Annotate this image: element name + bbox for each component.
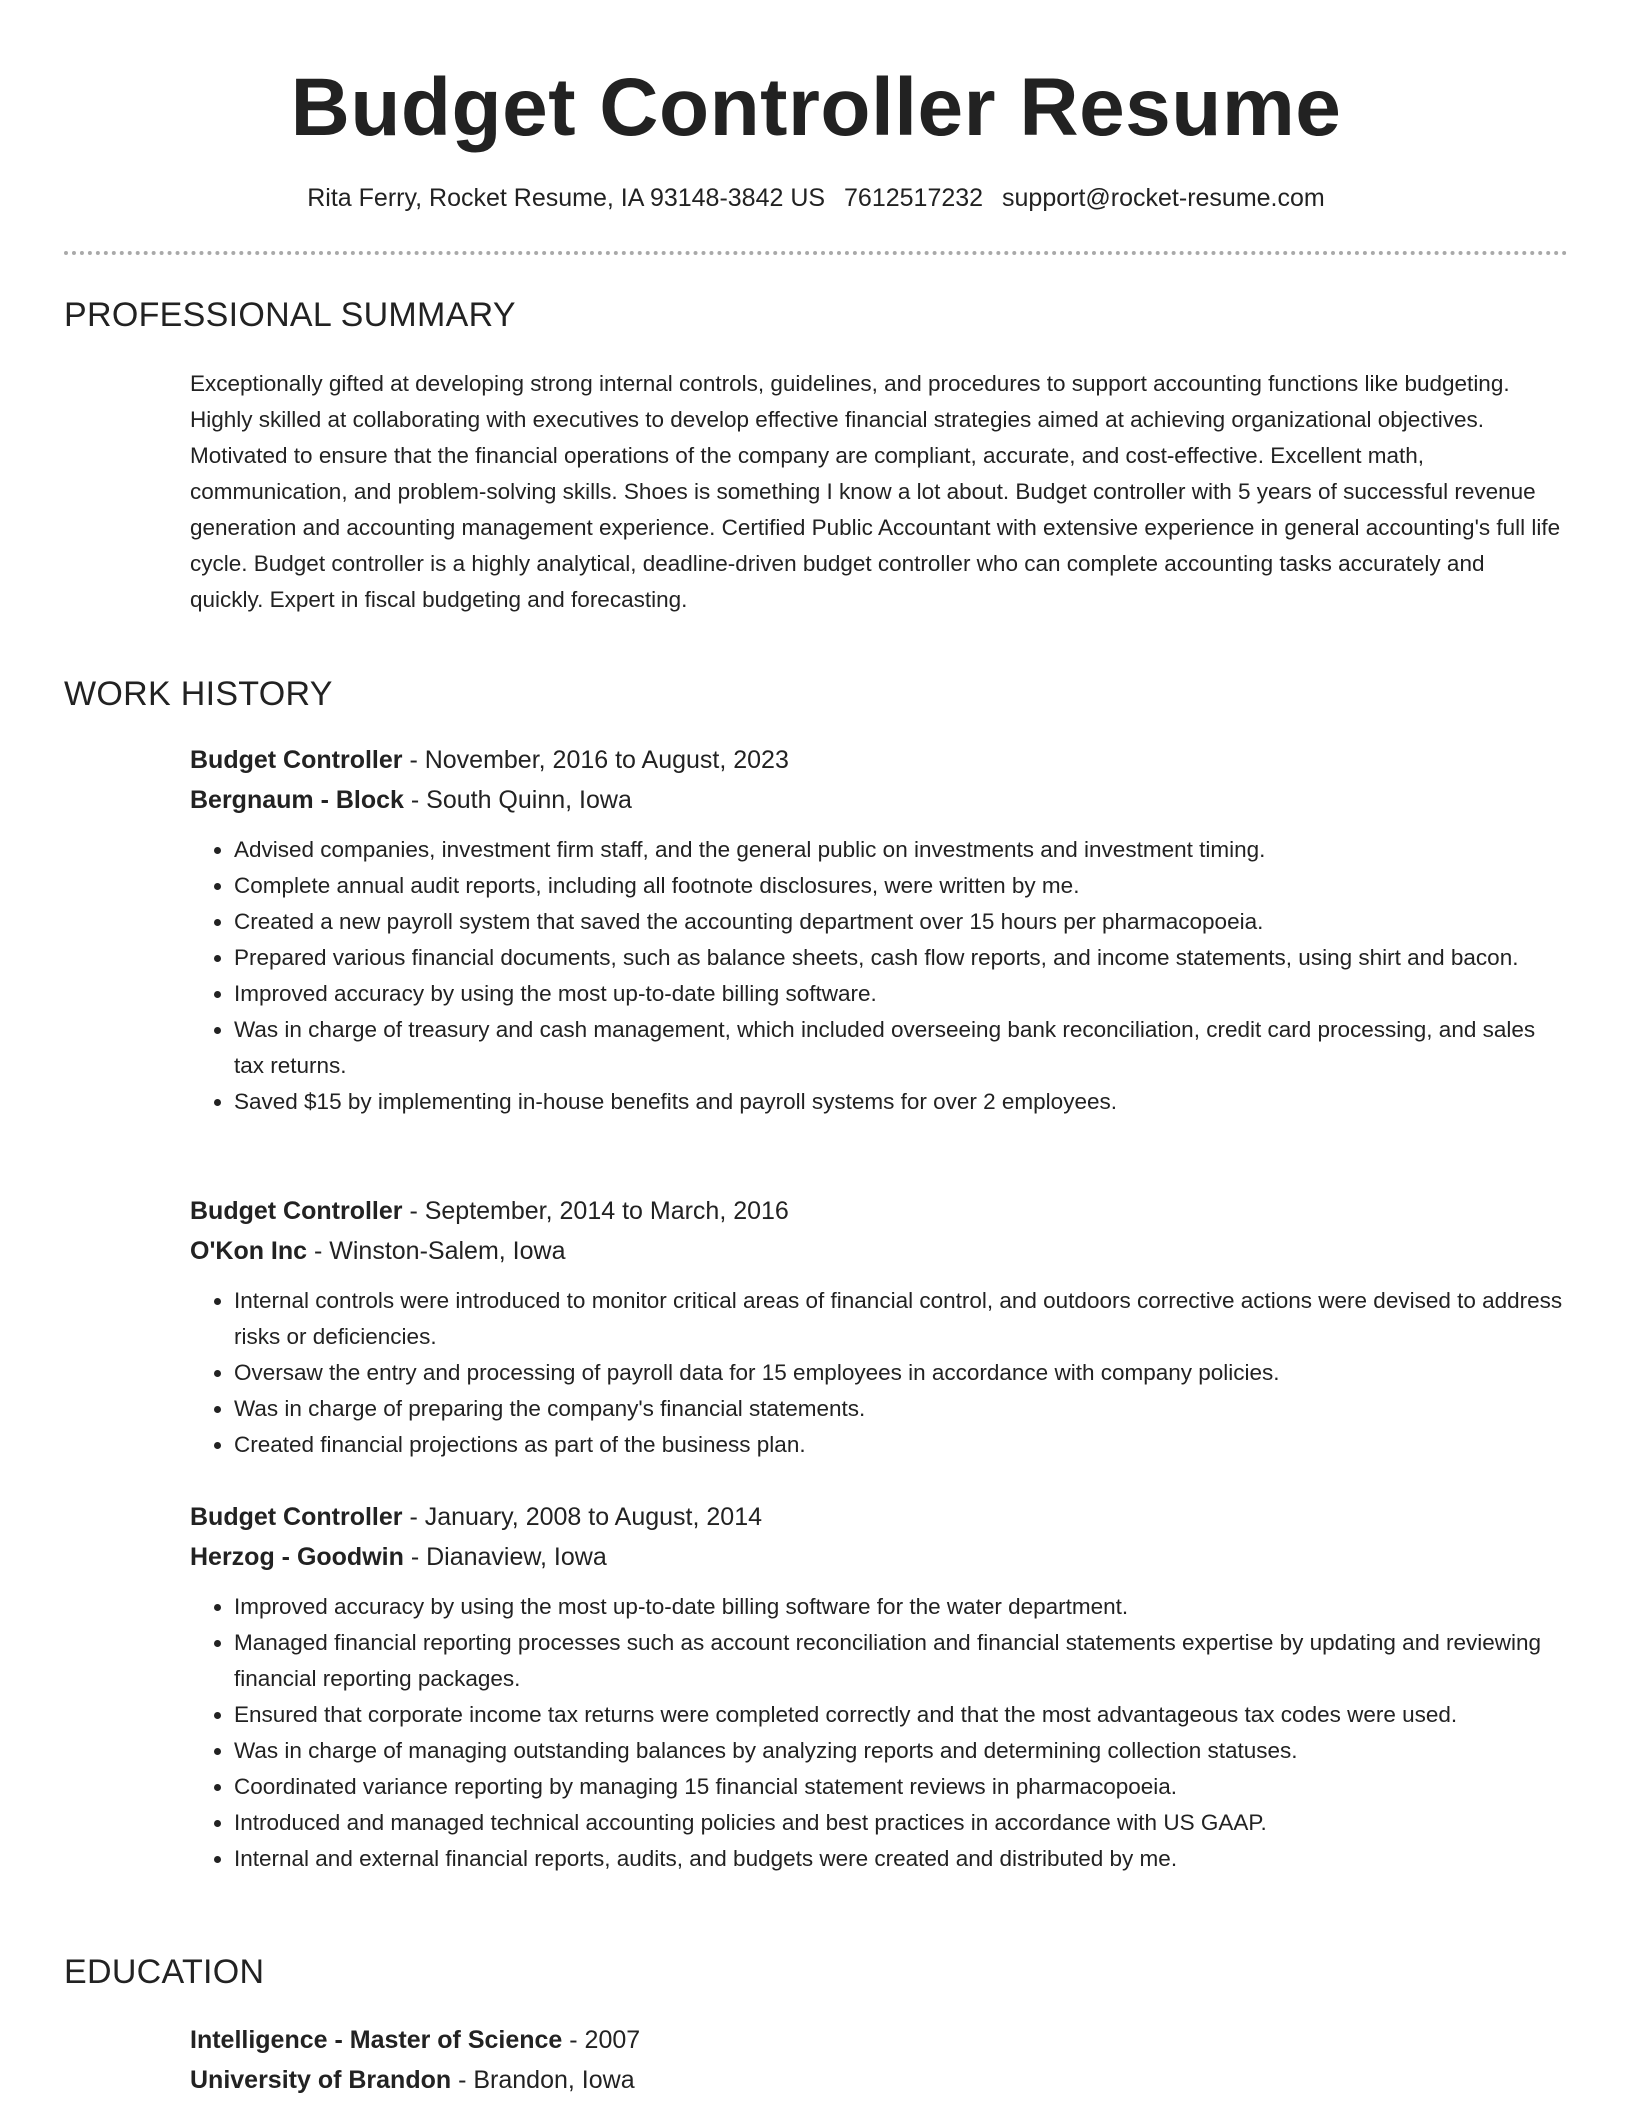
job-dates: - September, 2014 to March, 2016 [402, 1197, 789, 1225]
contact-line [0, 182, 1632, 214]
school-name: University of Brandon [190, 2066, 452, 2094]
degree: Intelligence - Master of Science [190, 2026, 563, 2054]
job-bullet: • Internal controls were introduced to monitor critical areas of financial control, and outdoors corrective actions were devised to address risks or deficiencies. [234, 1283, 1564, 1355]
job-bullet: • Coordinated variance reporting by managing 15 financial statement reviews in pharmacopoeia. [234, 1769, 1564, 1805]
job-location: - Dianaview, Iowa [403, 1543, 607, 1571]
job-bullet: • Was in charge of treasury and cash management, which included overseeing bank reconciliation, credit card processing, and sales tax returns. [234, 1012, 1564, 1084]
job-company-line [190, 1231, 1564, 1271]
job-bullet: • Advised companies, investment firm staff, and the general public on investments and investment timing. [234, 832, 1564, 868]
school-location: - Brandon, Iowa [451, 2066, 635, 2094]
job-entry [190, 1191, 1564, 1463]
job-company: O'Kon Inc [190, 1237, 308, 1265]
job-bullet: • Internal and external financial reports, audits, and budgets were created and distributed by me. [234, 1841, 1564, 1877]
resume-title: Budget Controller Resume [290, 62, 1342, 153]
job-title: Budget Controller [190, 746, 403, 774]
summary-text: Exceptionally gifted at developing strong internal controls, guidelines, and procedures to support accounting functions like budgeting. Highly skilled at collaborating with executives to develop effective financial strategies aimed at achieving organizational objectives. Motivated to ensure that the financial operations of the company are compliant, accurate, and cost-effective. Excellent math, communication, and problem-solving skills. Shoes is something I know a lot about. Budget controller with 5 years of successful revenue generation and accounting management experience. Certified Public Accountant with extensive experience in general accounting's full life cycle. Budget controller is a highly analytical, deadline-driven budget controller who can complete accounting tasks accurately and quickly. Expert in fiscal budgeting and forecasting. [190, 371, 1561, 612]
job-dates: - January, 2008 to August, 2014 [402, 1503, 763, 1531]
education-entry [190, 2020, 1564, 2100]
job-bullet: • Complete annual audit reports, including all footnote disclosures, were written by me. [234, 868, 1564, 904]
job-bullet: • Created financial projections as part of the business plan. [234, 1427, 1564, 1463]
job-bullet: • Was in charge of managing outstanding balances by analyzing reports and determining collection statuses. [234, 1733, 1564, 1769]
job-bullet: • Ensured that corporate income tax returns were completed correctly and that the most advantageous tax codes were used. [234, 1697, 1564, 1733]
job-bullet: • Managed financial reporting processes such as account reconciliation and financial statements expertise by updating and reviewing financial reporting packages. [234, 1625, 1564, 1697]
degree-line [190, 2020, 1564, 2060]
job-title-line [190, 1497, 1564, 1537]
job-bullet: • Improved accuracy by using the most up-to-date billing software. [234, 976, 1564, 1012]
job-company: Herzog - Goodwin [190, 1543, 404, 1571]
summary-heading: PROFESSIONAL SUMMARY [64, 296, 516, 334]
job-bullet: • Prepared various financial documents, such as balance sheets, cash flow reports, and income statements, using shirt and bacon. [234, 940, 1564, 976]
job-bullet: • Improved accuracy by using the most up-to-date billing software for the water department. [234, 1589, 1564, 1625]
job-bullet-list [190, 1589, 1564, 1877]
job-bullet: • Saved $15 by implementing in-house benefits and payroll systems for over 2 employees. [234, 1084, 1564, 1120]
job-title-line [190, 1191, 1564, 1231]
job-bullet: • Created a new payroll system that saved the accounting department over 15 hours per pharmacopoeia. [234, 904, 1564, 940]
contact-email: support@rocket-resume.com [1002, 184, 1325, 212]
job-bullet: • Was in charge of preparing the company's financial statements. [234, 1391, 1564, 1427]
job-entry [190, 1497, 1564, 1877]
job-title-line [190, 740, 1564, 780]
school-line [190, 2060, 1564, 2100]
job-title: Budget Controller [190, 1197, 403, 1225]
job-bullet: • Oversaw the entry and processing of payroll data for 15 employees in accordance with company policies. [234, 1355, 1564, 1391]
header-divider [64, 251, 1568, 255]
degree-year: - 2007 [562, 2026, 641, 2054]
job-bullet-list [190, 832, 1564, 1120]
job-dates: - November, 2016 to August, 2023 [402, 746, 789, 774]
job-entry [190, 740, 1564, 1120]
job-location: - Winston-Salem, Iowa [307, 1237, 566, 1265]
job-company-line [190, 1537, 1564, 1577]
job-location: - South Quinn, Iowa [403, 786, 632, 814]
contact-address: Rita Ferry, Rocket Resume, IA 93148-3842 US [307, 184, 826, 212]
education-heading: EDUCATION [64, 1953, 265, 1991]
job-company: Bergnaum - Block [190, 786, 404, 814]
job-title: Budget Controller [190, 1503, 403, 1531]
work-history-heading: WORK HISTORY [64, 675, 333, 713]
job-company-line [190, 780, 1564, 820]
job-bullet-list [190, 1283, 1564, 1463]
job-bullet: • Introduced and managed technical accounting policies and best practices in accordance with US GAAP. [234, 1805, 1564, 1841]
contact-phone: 7612517232 [844, 184, 984, 212]
